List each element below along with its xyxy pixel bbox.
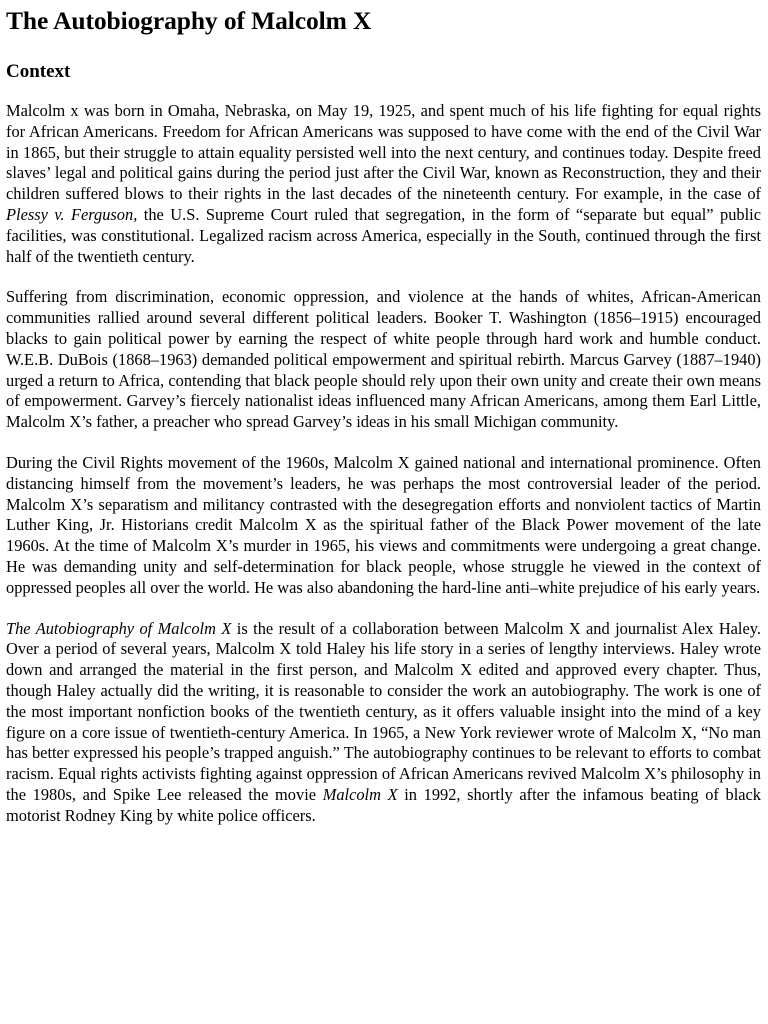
paragraph-text: the U.S. Supreme Court ruled that segregation, in the form of “separate but equal” public facilities, was constitutional. Legalized racism across America, especially in the South, continued through the first half of the twentieth century. bbox=[6, 204, 761, 266]
movie-title: Malcolm X bbox=[322, 784, 398, 804]
paragraph-text: in 1992, shortly after the infamous beating of black motorist Rodney King by white police officers. bbox=[6, 784, 761, 825]
book-title: The Autobiography of Malcolm X bbox=[6, 618, 232, 638]
section-heading: Context bbox=[6, 61, 71, 82]
document-title: The Autobiography of Malcolm X bbox=[6, 6, 372, 35]
paragraph-text: is the result of a collaboration between Malcolm X and journalist Alex Haley. Over a period of several years, Malcolm X told Haley his life story in a series of lengthy interviews. Haley wrote down and arranged the material in the first person, and Malcolm X edited and approved every chapter. Thus, though Haley actually did the writing, it is reasonable to consider the work an autobiography. The work is one of the most important nonfiction books of the twentieth century, as it offers valuable insight into the mind of a key figure on a core issue of twentieth-century America. In 1965, a New York reviewer wrote of Malcolm X, “No man has better expressed his people’s trapped anguish.” The autobiography continues to be relevant to efforts to combat racism. Equal rights activists fighting against oppression of African Americans revived Malcolm X’s philosophy in the 1980s, and Spike Lee released the movie bbox=[6, 618, 761, 804]
paragraph-civil-rights: During the Civil Rights movement of the 1960s, Malcolm X gained national and international prominence. Often distancing himself from the movement’s leaders, he was perhaps the most controversial leader of the period. Malcolm X’s separatism and militancy contrasted with the desegregation efforts and nonviolent tactics of Martin Luther King, Jr. Historians credit Malcolm X as the spiritual father of the Black Power movement of the late 1960s. At the time of Malcolm X’s murder in 1965, his views and commitments were undergoing a great change. He was demanding unity and self-determination for black people, whose struggle he viewed in the context of oppressed peoples all over the world. He was also abandoning the hard-line anti–white prejudice of his early years. bbox=[6, 452, 761, 597]
paragraph-political-leaders: Suffering from discrimination, economic oppression, and violence at the hands of whites, African-American communities rallied around several different political leaders. Booker T. Washington (1856–1915) encouraged blacks to gain political power by earning the respect of white people through hard work and humble conduct. W.E.B. DuBois (1868–1963) demanded political empowerment and spiritual rebirth. Marcus Garvey (1887–1940) urged a return to Africa, contending that black people should rely upon their own unity and create their own means of empowerment. Garvey’s fiercely nationalist ideas influenced many African Americans, among them Earl Little, Malcolm X’s father, a preacher who spread Garvey’s ideas in his small Michigan community. bbox=[6, 287, 761, 432]
paragraph-birth-context bbox=[6, 101, 761, 267]
case-name: Plessy v. Ferguson, bbox=[6, 204, 138, 224]
paragraph-text: Malcolm x was born in Omaha, Nebraska, on May 19, 1925, and spent much of his life fighting for equal rights for African Americans. Freedom for African Americans was supposed to have come with the end of the Civil War in 1865, but their struggle to attain equality persisted well into the next century, and continues today. Despite freed slaves’ legal and political gains during the period just after the Civil War, known as Reconstruction, they and their children suffered blows to their rights in the last decades of the nineteenth century. For example, in the case of bbox=[6, 101, 761, 204]
paragraph-autobiography bbox=[6, 619, 761, 827]
